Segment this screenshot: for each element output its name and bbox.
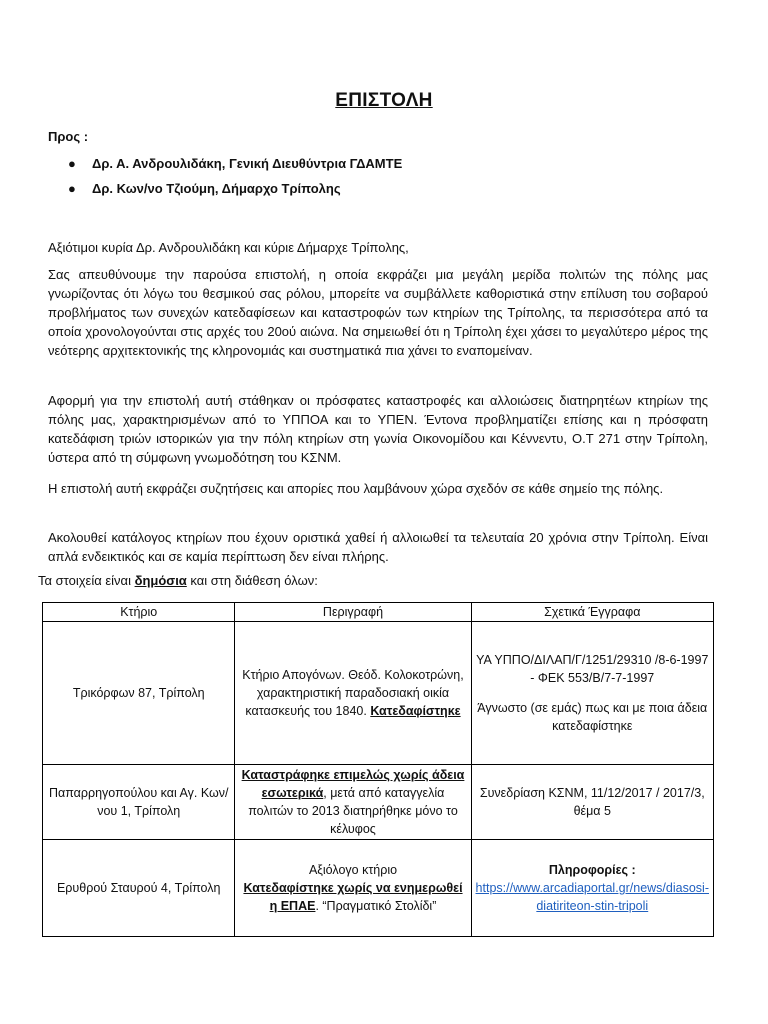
- column-header-building: Κτήριο: [43, 603, 235, 622]
- table-row: [43, 840, 714, 937]
- documents-cell: [471, 840, 713, 937]
- building-cell: Παπαρρηγοπούλου και Αγ. Κων/νου 1, Τρίπολη: [43, 765, 235, 840]
- paragraph: Σας απευθύνουμε την παρούσα επιστολή, η οποία εκφράζει μια μεγάλη μερίδα πολιτών της πόλης μας γνωρίζοντας ότι λόγω του θεσμικού σας ρόλου, μπορείτε να συμβάλλετε καθοριστικά στην επίλυση του σοβαρού προβλήματος των συνεχών κατεδαφίσεων και καταστροφών των κτηρίων της Τρίπολης, τα περισσότερα από τα οποία χρονολογούνται στις αρχές του 20ού αιώνα. Να σημειωθεί ότι η Τρίπολη έχει χάσει το μεγαλύτερο μέρος της νεότερης αρχιτεκτονικής της κληρονομιάς και συστηματικά πια χάνει το εναπομείναν.: [48, 267, 708, 358]
- documents-cell: [471, 622, 713, 765]
- building-cell: Ερυθρού Σταυρού 4, Τρίπολη: [43, 840, 235, 937]
- documents-note: Άγνωστο (σε εμάς) πως και με ποια άδεια κατεδαφίστηκε: [477, 701, 708, 733]
- bullet-icon: ●: [68, 181, 76, 196]
- bullet-icon: ●: [68, 156, 76, 171]
- data-line-emphasis: δημόσια: [134, 573, 187, 588]
- description-text: , μετά από καταγγελία πολιτών το 2013 διατηρήθηκε μόνο το κέλυφος: [248, 786, 458, 836]
- documents-label: Πληροφορίες :: [548, 863, 636, 877]
- recipient-list: [60, 155, 402, 205]
- letter-title: ΕΠΙΣΤΟΛΗ: [335, 90, 433, 111]
- description-cell: [235, 840, 471, 937]
- description-cell: [235, 622, 471, 765]
- column-header-description: Περιγραφή: [235, 603, 471, 622]
- table-header-row: [43, 603, 714, 622]
- description-emphasis: Κατεδαφίστηκε χωρίς να ενημερωθεί η ΕΠΑΕ: [243, 881, 463, 913]
- salutation: Αξιότιμοι κυρία Δρ. Ανδρουλιδάκη και κύριε Δήμαρχε Τρίπολης,: [48, 240, 409, 255]
- recipient-text: Δρ. Κων/νο Τζιούμη, Δήμαρχο Τρίπολης: [92, 181, 341, 196]
- paragraph: Ακολουθεί κατάλογος κτηρίων που έχουν οριστικά χαθεί ή αλλοιωθεί τα τελευταία 20 χρόνια στην Τρίπολη. Είναι απλά ενδεικτικός και σε καμία περίπτωση δεν είναι πλήρης.: [48, 530, 708, 564]
- description-emphasis: Κατεδαφίστηκε: [370, 704, 461, 718]
- data-line-after: και στη διάθεση όλων:: [186, 573, 318, 588]
- description-after: . “Πραγματικό Στολίδι”: [315, 899, 437, 913]
- recipient-item: [60, 180, 402, 205]
- data-line-before: Τα στοιχεία είναι: [38, 573, 135, 588]
- to-label: Προς :: [48, 129, 89, 144]
- table-row: [43, 622, 714, 765]
- table-row: [43, 765, 714, 840]
- documents-link[interactable]: https://www.arcadiaportal.gr/news/diasosi-diatiriteon-stin-tripoli: [475, 881, 709, 913]
- description-line: Αξιόλογο κτήριο: [308, 863, 398, 877]
- documents-cell: Συνεδρίαση ΚΣΝΜ, 11/12/2017 / 2017/3, θέμα 5: [471, 765, 713, 840]
- description-emphasis: Καταστράφηκε επιμελώς χωρίς άδεια εσωτερικά: [241, 768, 465, 800]
- paragraph: Η επιστολή αυτή εκφράζει συζητήσεις και απορίες που λαμβάνουν χώρα σχεδόν σε κάθε σημείο της πόλης.: [48, 481, 664, 496]
- description-text: Κτήριο Απογόνων. Θεόδ. Κολοκοτρώνη, χαρακτηριστική παραδοσιακή οικία κατασκευής του 1840.: [242, 668, 464, 718]
- recipient-item: [60, 155, 402, 180]
- documents-text: ΥΑ ΥΠΠΟ/ΔΙΛΑΠ/Γ/1251/29310 /8-6-1997 - ΦΕΚ 553/Β/7-7-1997: [476, 653, 709, 685]
- recipient-text: Δρ. Α. Ανδρουλιδάκη, Γενική Διευθύντρια ΓΔΑΜΤΕ: [92, 156, 403, 171]
- paragraph: Αφορμή για την επιστολή αυτή στάθηκαν οι πρόσφατες καταστροφές και αλλοιώσεις διατηρητέων κτηρίων της πόλης μας, χαρακτηρισμένων από το ΥΠΠΟΑ και το ΥΠΕΝ. Έντονα προβληματίζει επίσης και η πρόσφατη κατεδάφιση τριών ιστορικών για την πόλη κτηρίων στη γωνία Οικονομίδου και Κέννεντυ, Ο.Τ 271 στην Τρίπολη, ύστερα από τη σύμφωνη γνωμοδότηση του ΚΣΝΜ.: [48, 393, 708, 465]
- building-cell: Τρικόρφων 87, Τρίπολη: [43, 622, 235, 765]
- description-cell: [235, 765, 471, 840]
- buildings-table: [42, 602, 714, 937]
- description-line: [239, 879, 466, 915]
- data-availability-line: [38, 573, 318, 588]
- column-header-documents: Σχετικά Έγγραφα: [471, 603, 713, 622]
